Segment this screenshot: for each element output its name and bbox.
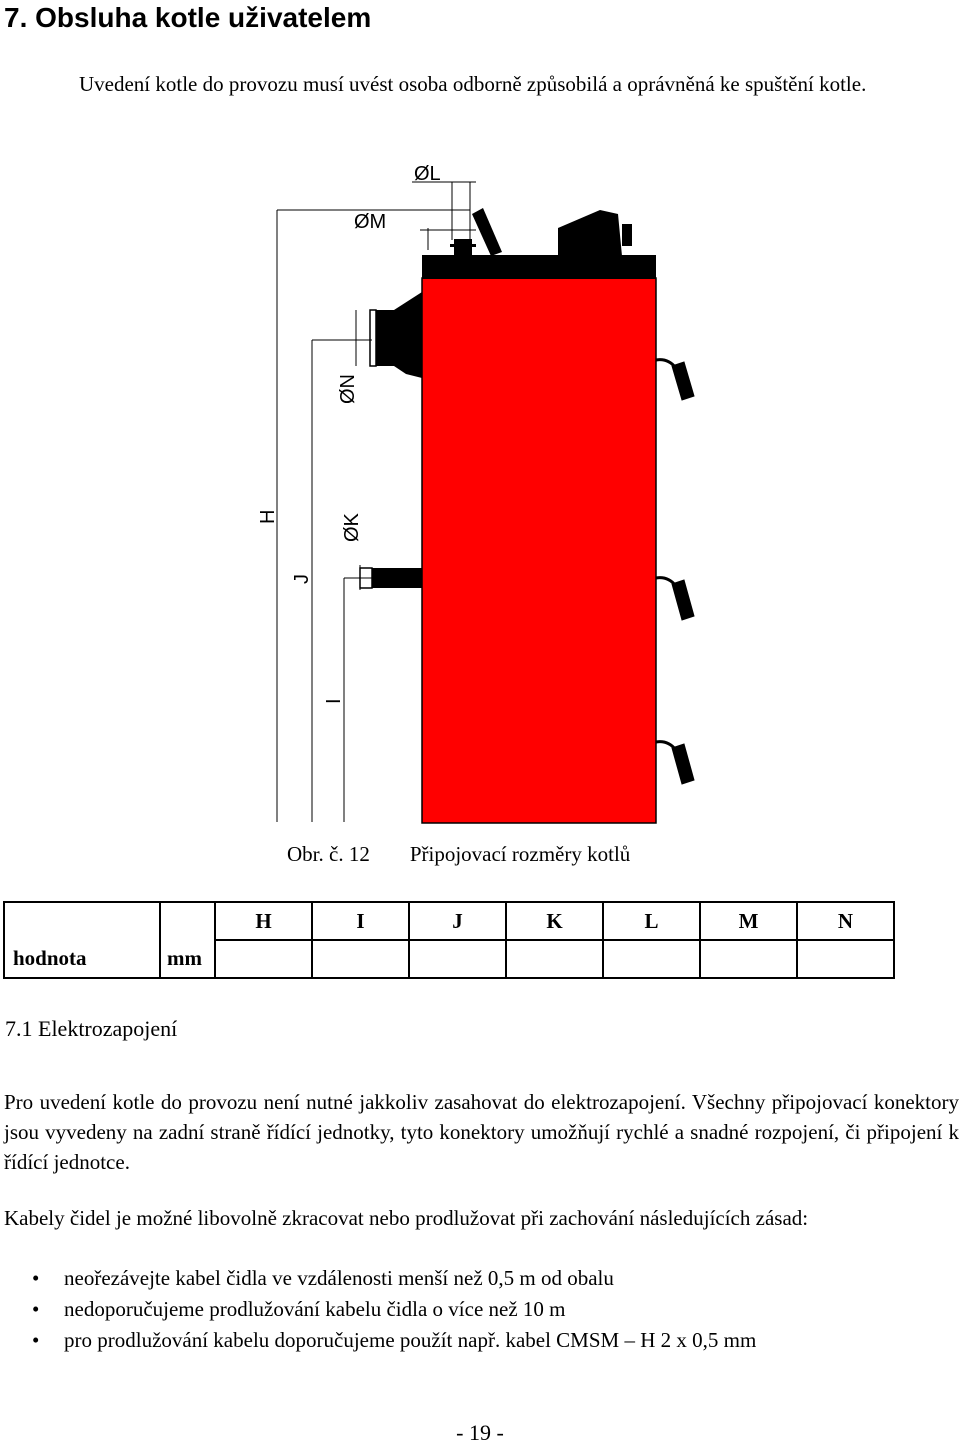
value-cell — [700, 940, 797, 978]
page-number: - 19 - — [456, 1420, 504, 1445]
col-header: K — [506, 902, 603, 940]
section-heading: 7.1 Elektrozapojení — [5, 1016, 178, 1041]
row-unit: mm — [160, 940, 215, 978]
col-header: N — [797, 902, 894, 940]
row-label: hodnota — [4, 940, 160, 978]
page-heading: 7. Obsluha kotle uživatelem — [4, 2, 372, 33]
paragraph-electrical: Pro uvedení kotle do provozu není nutné jakkoliv zasahovat do elektrozapojení. Všechny připojovací konektory jsou vyvedeny na zadní straně řídící jednotky, tyto konektory umožňují rychlé a snadné rozpojení, či připojení k řídící jednotce. — [4, 1090, 959, 1174]
door-handles — [656, 360, 694, 784]
caption-text: Připojovací rozměry kotlů — [409, 842, 631, 866]
col-header: M — [700, 902, 797, 940]
value-cell — [312, 940, 409, 978]
value-cell — [409, 940, 506, 978]
boiler-dimension-drawing — [257, 160, 700, 830]
value-cell — [797, 940, 894, 978]
dimensions-table — [3, 901, 895, 979]
col-header: H — [215, 902, 312, 940]
value-cell — [506, 940, 603, 978]
list-item: • neořezávejte kabel čidla ve vzdálenosti menší než 0,5 m od obalu — [32, 1266, 614, 1290]
table-value-row — [4, 940, 894, 978]
label-dia-l: ØL — [414, 163, 441, 185]
col-header: J — [409, 902, 506, 940]
col-header: L — [603, 902, 700, 940]
list-item: • nedoporučujeme prodlužování kabelu čidla o více než 10 m — [32, 1297, 566, 1321]
col-header: I — [312, 902, 409, 940]
value-cell — [603, 940, 700, 978]
boiler-top-cap — [422, 255, 656, 279]
label-dia-n: ØN — [337, 374, 359, 404]
value-cell — [215, 940, 312, 978]
label-dia-m: ØM — [354, 211, 387, 233]
table-header-row — [4, 902, 894, 940]
top-outlet — [454, 239, 472, 256]
top-lever — [472, 208, 502, 256]
figure-caption — [287, 842, 630, 867]
bullet-list — [4, 1263, 954, 1356]
label-i: I — [323, 698, 345, 704]
label-j: J — [291, 574, 313, 584]
paragraph-cables: Kabely čidel je možné libovolně zkracovat nebo prodlužovat při zachování následujících zásad: — [4, 1206, 809, 1230]
intro-paragraph: Uvedení kotle do provozu musí uvést osoba odborně způsobilá a oprávněná ke spuštění kotle. — [79, 72, 867, 96]
caption-number: Obr. č. 12 — [287, 842, 370, 866]
label-dia-k: ØK — [341, 513, 363, 542]
return-pipe — [372, 568, 422, 588]
control-unit — [558, 210, 622, 256]
label-h: H — [257, 509, 279, 524]
flue-outlet — [374, 292, 422, 378]
list-item: • pro prodlužování kabelu doporučujeme použít např. kabel CMSM – H 2 x 0,5 mm — [32, 1328, 757, 1352]
boiler-body — [422, 278, 656, 823]
